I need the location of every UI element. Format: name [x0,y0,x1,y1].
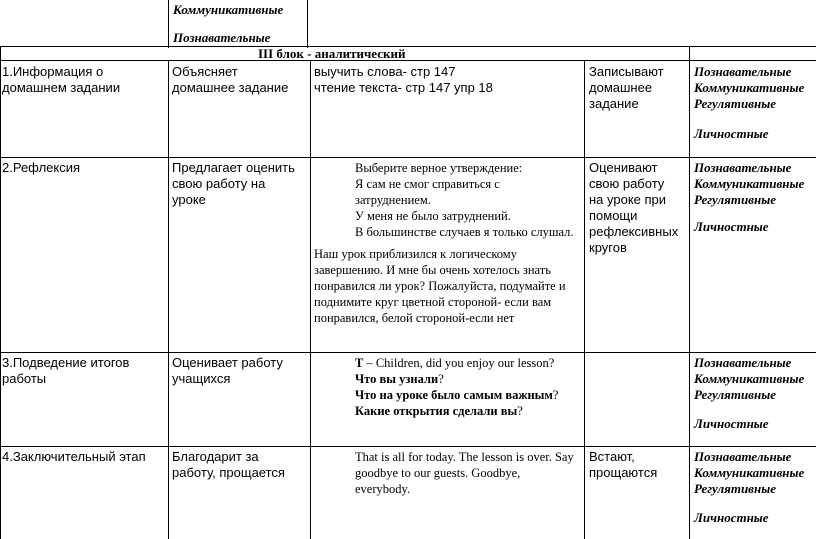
row1-students-line: домашнее [589,80,653,95]
uud-communicative: Коммуникативные [694,176,805,191]
question-mark: ? [517,404,523,418]
row3-content [355,355,558,419]
row4-students-line: Встают, [589,449,635,464]
row4-teacher-line: работу, прощается [172,465,285,480]
row2-stage: 2.Рефлексия [2,160,81,175]
row2-students-line: помощи [589,208,638,223]
row2-students-line: на уроке при [589,192,667,207]
row3-uud [694,355,804,403]
row2-content-line: затруднением. [355,193,431,207]
row4-content-line: goodbye to our guests. Goodbye, [355,466,521,480]
row2-students [589,160,678,256]
row1-students-line: Записывают [589,64,664,79]
row3-content-line [355,387,558,403]
row3-content-line [355,403,558,419]
row2-students-line: кругов [589,240,627,255]
grid-line [689,46,690,539]
row3-teacher-line: Оценивает работу [172,355,283,370]
question-mark: ? [552,388,559,402]
row2-teacher-line: уроке [172,192,206,207]
uud-regulatory: Регулятивные [694,387,776,402]
row2-content-reflection [314,246,566,326]
grid-line [584,60,585,539]
row3-teacher [172,355,283,387]
row1-teacher-line: Объясняет [172,64,238,79]
row3-content-line [355,371,558,387]
row2-content-line: Я сам не смог справиться с [355,177,500,191]
grid-line [0,46,816,47]
row3-content-line [355,355,558,371]
row4-content [355,449,574,497]
row1-stage-line: домашнем задании [2,80,121,95]
row2-teacher-line: Предлагает оценить [172,160,295,175]
uud-cognitive: Познавательные [694,160,792,175]
uud-personal: Личностные [694,219,769,234]
row4-teacher [172,449,285,481]
uud-regulatory: Регулятивные [694,96,776,111]
row2-content-line: Наш урок приблизился к логическому [314,247,517,261]
row2-students-line: рефлексивных [589,224,679,239]
row2-content-line: завершению. И мне бы очень хотелось знать [314,263,551,277]
teacher-question: – Children, did you enjoy our lesson? [363,356,555,370]
uud-cognitive: Познавательные [694,449,792,464]
teacher-marker: T [355,356,364,370]
row2-content-line: Выберите верное утверждение: [355,161,523,175]
row2-content-line: понравился ли урок? Пожалуйста, подумайте и [314,279,566,293]
top-uud-communicative: Коммуникативные [173,2,284,17]
row2-uud [694,160,804,208]
row2-students-line: свою работу [589,176,665,191]
row2-content-line: В большинстве случаев я только слушал. [355,225,574,239]
row2-students-line: Оценивают [589,160,658,175]
row4-content-line: That is all for today. The lesson is over. Say [355,450,574,464]
question-important: Что на уроке было самым важным [355,388,553,402]
row3-stage-line: работы [2,371,47,386]
row1-stage-line: 1.Информация о [2,64,104,79]
row4-content-line: everybody. [355,482,411,496]
row2-teacher [172,160,295,208]
row3-stage-line: 3.Подведение итогов [2,355,130,370]
uud-personal: Личностные [694,416,769,431]
row3-stage [2,355,129,387]
row2-content-statements [355,160,574,240]
uud-communicative: Коммуникативные [694,80,805,95]
row1-teacher-line: домашнее задание [172,80,289,95]
grid-line [168,0,169,48]
row2-content-line: У меня не было затруднений. [355,209,511,223]
row4-stage: 4.Заключительный этап [2,449,146,464]
row4-uud [694,449,804,497]
row4-students [589,449,657,481]
row1-stage [2,64,120,96]
row4-teacher-line: Благодарит за [172,449,259,464]
uud-cognitive: Познавательные [694,64,792,79]
grid-line [310,60,311,539]
uud-cognitive: Познавательные [694,355,792,370]
question-discoveries: Какие открытия сделали вы [355,404,518,418]
question-learned: Что вы узнали [355,372,439,386]
top-uud-cognitive: Познавательные [173,30,271,45]
uud-regulatory: Регулятивные [694,192,776,207]
row3-teacher-line: учащихся [172,371,231,386]
row4-students-line: прощаются [589,465,658,480]
grid-line [0,352,816,353]
row2-teacher-line: свою работу на [172,176,266,191]
grid-line [0,446,816,447]
row1-students [589,64,664,112]
grid-line [0,46,1,539]
grid-line [307,0,308,48]
section-header: III блок - аналитический [258,46,406,61]
row1-uud [694,64,804,112]
row1-content-line: выучить слова- стр 147 [314,64,456,79]
grid-line [0,60,816,61]
grid-line [0,157,816,158]
grid-line [168,60,169,539]
row1-content-line: чтение текста- стр 147 упр 18 [314,80,493,95]
uud-communicative: Коммуникативные [694,465,805,480]
row2-content-line: поднимите круг цветной стороной- если вам [314,295,552,309]
uud-personal: Личностные [694,126,769,141]
row1-teacher [172,64,288,96]
row2-content-line: понравился, белой стороной-если нет [314,311,515,325]
uud-communicative: Коммуникативные [694,371,805,386]
question-mark: ? [438,372,444,386]
row1-content [314,64,493,96]
uud-regulatory: Регулятивные [694,481,776,496]
uud-personal: Личностные [694,510,769,525]
row1-students-line: задание [589,96,639,111]
